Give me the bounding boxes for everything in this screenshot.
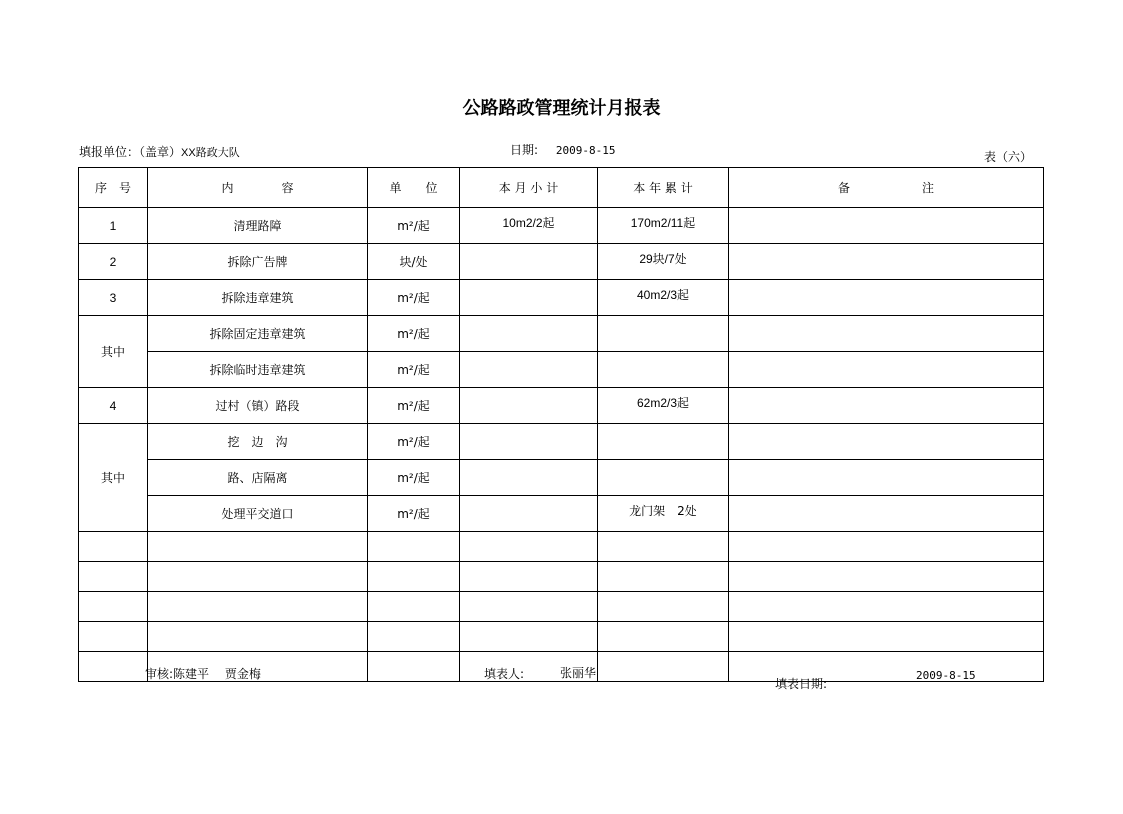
cell-note [729,316,1044,352]
empty-cell [598,532,729,562]
cell-seq-merged: 其中 [79,316,148,388]
cell-seq: 3 [79,280,148,316]
cell-year: 29块/7处 [598,244,729,280]
table-row [79,388,1044,424]
header-year-total: 本 年 累 计 [598,168,729,208]
cell-unit: m²/起 [368,352,460,388]
cell-month [460,244,598,280]
table-row [79,208,1044,244]
cell-note [729,208,1044,244]
filler-name: 张丽华 [560,666,597,680]
reporting-unit-label: 填报单位：（盖章） [79,145,182,159]
cell-seq-merged: 其中 [79,424,148,532]
cell-month [460,388,598,424]
table-row [79,352,1044,388]
empty-cell [79,652,148,682]
empty-cell [79,562,148,592]
fill-date-value: 2009-8-15 [916,669,976,682]
empty-cell [598,562,729,592]
empty-cell [460,622,598,652]
cell-unit: m²/起 [368,460,460,496]
cell-note [729,424,1044,460]
empty-cell [79,592,148,622]
cell-unit: m²/起 [368,280,460,316]
empty-cell [79,622,148,652]
reviewer-names: 陈建平 贾金梅 [173,667,261,681]
fill-date-label: 填表日期: [775,677,828,691]
cell-month [460,496,598,532]
table-row-empty [79,532,1044,562]
empty-cell [460,532,598,562]
cell-year: 170m2/11起 [598,208,729,244]
empty-cell [729,592,1044,622]
cell-content: 拆除违章建筑 [148,280,368,316]
header-month-subtotal: 本 月 小 计 [460,168,598,208]
table-row [79,496,1044,532]
cell-month [460,352,598,388]
table-header-row [79,168,1044,208]
empty-cell [368,652,460,682]
cell-month [460,316,598,352]
cell-month [460,460,598,496]
table-row-empty [79,562,1044,592]
empty-cell [729,532,1044,562]
cell-note [729,280,1044,316]
cell-note [729,496,1044,532]
header-unit: 单 位 [368,168,460,208]
reviewer-block [145,665,261,682]
cell-content: 路、店隔离 [148,460,368,496]
table-row [79,244,1044,280]
cell-month [460,424,598,460]
empty-cell [148,532,368,562]
empty-cell [598,652,729,682]
empty-cell [148,562,368,592]
cell-unit: m²/起 [368,496,460,532]
cell-unit: m²/起 [368,316,460,352]
cell-note [729,244,1044,280]
report-date-value: 2009-8-15 [555,144,616,157]
header-remarks: 备 注 [729,168,1044,208]
empty-cell [729,622,1044,652]
cell-content: 挖 边 沟 [148,424,368,460]
cell-content: 处理平交道口 [148,496,368,532]
cell-unit: m²/起 [368,424,460,460]
empty-cell [729,562,1044,592]
cell-year: 40m2/3起 [598,280,729,316]
table-number: 表（六） [984,150,1033,164]
cell-unit: m²/起 [368,208,460,244]
cell-content: 清理路障 [148,208,368,244]
cell-seq: 4 [79,388,148,424]
empty-cell [460,562,598,592]
reporting-unit-value: XX路政大队 [181,147,240,159]
reviewer-label: 审核: [145,667,174,681]
cell-year [598,316,729,352]
cell-year [598,460,729,496]
header-seq: 序 号 [79,168,148,208]
table-row [79,460,1044,496]
empty-cell [368,622,460,652]
report-title: 公路路政管理统计月报表 [462,98,661,119]
empty-cell [148,592,368,622]
cell-year: 62m2/3起 [598,388,729,424]
table-row [79,280,1044,316]
cell-note [729,460,1044,496]
cell-content: 拆除临时违章建筑 [148,352,368,388]
cell-year [598,424,729,460]
cell-year: 龙门架 2处 [598,496,729,532]
empty-cell [368,562,460,592]
cell-month: 10m2/2起 [460,208,598,244]
report-date [510,141,615,158]
table-row-empty [79,592,1044,622]
cell-content: 拆除固定违章建筑 [148,316,368,352]
cell-seq: 1 [79,208,148,244]
cell-note [729,352,1044,388]
cell-unit: m²/起 [368,388,460,424]
statistics-table [78,167,1044,682]
empty-cell [598,622,729,652]
header-content: 内 容 [148,168,368,208]
empty-cell [368,532,460,562]
empty-cell [598,592,729,622]
filler-label: 填表人: [484,667,525,681]
cell-note [729,388,1044,424]
reporting-unit [79,143,240,160]
cell-year [598,352,729,388]
empty-cell [368,592,460,622]
empty-cell [79,532,148,562]
cell-unit: 块/处 [368,244,460,280]
table-row [79,316,1044,352]
cell-month [460,280,598,316]
empty-cell [148,622,368,652]
report-date-label: 日期: [510,143,539,157]
cell-content: 过村（镇）路段 [148,388,368,424]
table-row [79,424,1044,460]
cell-content: 拆除广告牌 [148,244,368,280]
cell-seq: 2 [79,244,148,280]
empty-cell [460,592,598,622]
table-row-empty [79,622,1044,652]
